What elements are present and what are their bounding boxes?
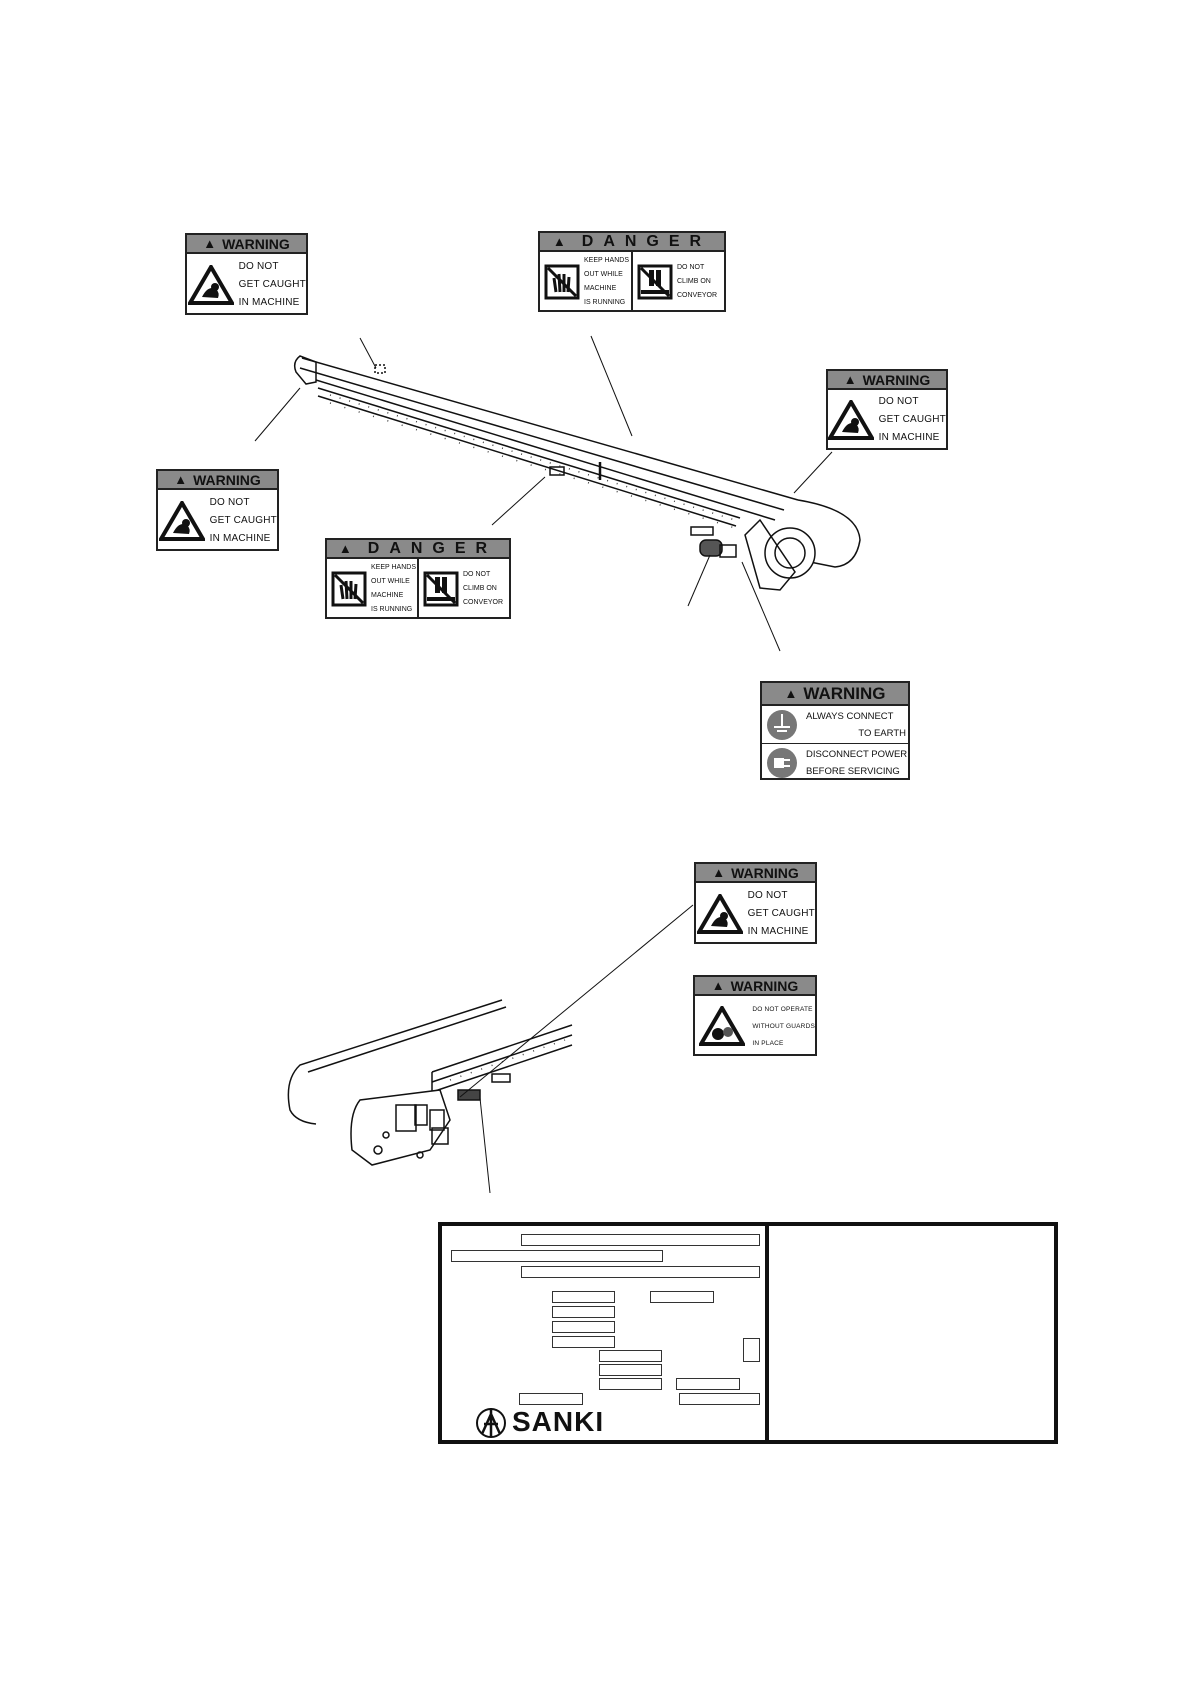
power-line: DISCONNECT POWER: [806, 748, 908, 760]
caught-line: DO NOT: [238, 260, 279, 272]
sanki-logo: [474, 1406, 604, 1438]
nameplate-field: [552, 1306, 615, 1318]
warning-header: ▲ WARNING: [187, 235, 306, 254]
danger-label-side: [325, 538, 511, 619]
nameplate-field: [599, 1378, 662, 1390]
earth-line: TO EARTH: [858, 727, 906, 739]
danger-left-line: MACHINE: [584, 285, 617, 292]
warning-label-caught-top-left: [185, 233, 308, 315]
warning-triangle-icon: ▲: [552, 234, 576, 249]
danger-header: ▲ DANGER: [540, 233, 724, 252]
danger-right-line: CONVEYOR: [463, 599, 504, 606]
danger-left-line: MACHINE: [371, 592, 404, 599]
nameplate-field: [676, 1378, 740, 1390]
nameplate-field: [552, 1291, 615, 1303]
warning-header: ▲ WARNING: [696, 864, 815, 883]
lower-leader-lines: [460, 905, 693, 1193]
caught-line: GET CAUGHT: [209, 514, 277, 526]
danger-right-line: DO NOT: [677, 264, 705, 271]
warning-header: ▲ WARNING: [695, 977, 815, 996]
danger-header: ▲ DANGER: [327, 540, 509, 559]
warning-label-caught-lower: [694, 862, 817, 944]
no-climbing-icon: [419, 571, 463, 607]
danger-left-line: IS RUNNING: [584, 299, 626, 306]
nameplate-field: [679, 1393, 760, 1405]
danger-right-line: CONVEYOR: [677, 292, 718, 299]
warning-header: ▲ WARNING: [828, 371, 946, 390]
lower-conveyor: [288, 1000, 572, 1165]
danger-right-line: DO NOT: [463, 571, 491, 578]
danger-left-line: OUT WHILE: [371, 578, 410, 585]
danger-left-line: KEEP HANDS: [584, 257, 629, 264]
earth-line: ALWAYS CONNECT: [806, 710, 894, 722]
warning-triangle-icon: ▲: [711, 978, 725, 993]
warning-header: ▲ WARNING: [762, 683, 908, 706]
nameplate-field: [650, 1291, 714, 1303]
danger-label-top: [538, 231, 726, 312]
no-hands-icon: [327, 571, 371, 607]
danger-right-line: CLIMB ON: [463, 585, 497, 592]
guards-line: DO NOT OPERATE: [752, 1005, 813, 1013]
nameplate-field: [519, 1393, 583, 1405]
warning-triangle-icon: ▲: [338, 541, 362, 556]
warning-triangle-icon: ▲: [203, 236, 217, 251]
brand-name: SANKI: [512, 1406, 605, 1437]
no-climbing-icon: [633, 264, 677, 300]
danger-left-line: KEEP HANDS: [371, 564, 416, 571]
warning-label-guards: [693, 975, 817, 1056]
danger-left-line: OUT WHILE: [584, 271, 623, 278]
nameplate-field: [521, 1266, 760, 1278]
caught-line: DO NOT: [747, 889, 788, 901]
hand-caught-icon: [696, 894, 744, 934]
warning-triangle-icon: ▲: [843, 372, 857, 387]
guards-icon: [695, 1006, 748, 1046]
warning-label-caught-right: [826, 369, 948, 450]
power-line: BEFORE SERVICING: [806, 765, 900, 777]
nameplate-field: [599, 1364, 662, 1376]
power-plug-icon: [762, 747, 802, 779]
caught-line: GET CAUGHT: [878, 414, 946, 425]
caught-line: IN MACHINE: [238, 296, 300, 308]
nameplate-field: [552, 1321, 615, 1333]
caught-line: IN MACHINE: [747, 925, 809, 937]
guards-line: WITHOUT GUARDS: [752, 1022, 815, 1030]
caught-line: DO NOT: [209, 496, 250, 508]
nameplate: [438, 1222, 1058, 1444]
hand-caught-icon: [828, 400, 875, 440]
hand-caught-icon: [158, 501, 206, 541]
hand-caught-icon: [187, 265, 235, 305]
warning-label-caught-left: [156, 469, 279, 551]
nameplate-divider: [765, 1226, 769, 1440]
warning-triangle-icon: ▲: [712, 865, 726, 880]
nameplate-field: [599, 1350, 662, 1362]
caught-line: GET CAUGHT: [238, 278, 306, 290]
caught-line: IN MACHINE: [209, 532, 271, 544]
nameplate-field: [521, 1234, 760, 1246]
caught-line: DO NOT: [878, 396, 919, 407]
danger-left-line: IS RUNNING: [371, 606, 413, 613]
warning-header: ▲ WARNING: [158, 471, 277, 490]
caught-line: IN MACHINE: [878, 432, 940, 443]
sanki-logo-icon: [474, 1406, 508, 1438]
no-hands-icon: [540, 264, 584, 300]
caught-line: GET CAUGHT: [747, 907, 815, 919]
warning-label-electrical: [760, 681, 910, 780]
nameplate-field: [552, 1336, 615, 1348]
earth-ground-icon: [762, 709, 802, 741]
guards-line: IN PLACE: [752, 1039, 784, 1047]
warning-triangle-icon: ▲: [174, 472, 188, 487]
danger-right-line: CLIMB ON: [677, 278, 711, 285]
nameplate-field: [451, 1250, 663, 1262]
nameplate-field: [743, 1338, 760, 1362]
warning-triangle-icon: ▲: [784, 686, 798, 701]
